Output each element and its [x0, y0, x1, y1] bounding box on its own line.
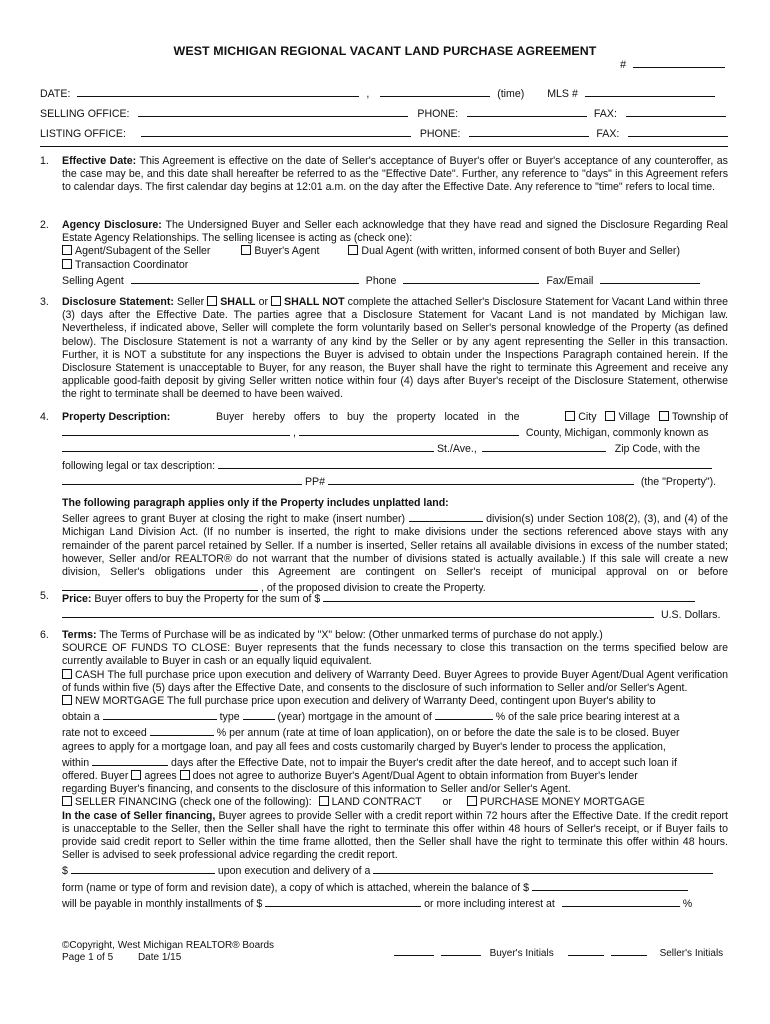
section-heading: Terms:	[62, 629, 97, 641]
mls-field[interactable]	[585, 85, 715, 97]
shall-not-checkbox[interactable]	[271, 296, 281, 306]
township-label: Township of	[672, 411, 728, 423]
section-heading: Property Description:	[62, 411, 171, 423]
section-effective-date	[40, 155, 728, 195]
interest-field[interactable]	[562, 895, 680, 907]
seller-initials	[568, 944, 723, 960]
selling-office-label: SELLING OFFICE:	[40, 108, 130, 120]
section-number: 3.	[40, 296, 49, 308]
section-disclosure-statement	[40, 296, 728, 402]
section-heading: Agency Disclosure:	[62, 219, 162, 231]
seller-initials-field-2[interactable]	[611, 944, 647, 956]
pp-field[interactable]	[328, 473, 634, 485]
section-text-continued: within three (3) days after the Effective Date. The parties agree that a Disclosure Statement for Vacant Land is not mandated by Michigan law. Nevertheless, if indicated above, Seller will complete the form voluntarily based on Seller's personal knowledge of the Property (as defined below). The Disclosure Statement is not a warranty of any kind by the Seller or by any agent representing the Seller in this transaction. Further, it is NOT a substitute for any inspections the Buyer is advised to obtain under the Inspections Paragraph contained herein. If the Disclosure Statement is unacceptable to Buyer, for any reason, the Buyer shall have the right to terminate this Agreement and receive any applicable good-faith deposit by giving Seller written notice within four (4) days after Buyer's receipt of the Disclosure Statement, otherwise the right to terminate shall be deemed to have been waived.	[62, 296, 728, 401]
new-mortgage-checkbox[interactable]	[62, 695, 72, 705]
price-text: Buyer offers to buy the Property for the sum of $	[94, 593, 321, 605]
down-payment-row: $ upon execution and delivery of a	[62, 862, 728, 878]
price-words-field[interactable]	[62, 606, 654, 618]
mortgage-percent-field[interactable]	[435, 708, 493, 720]
form-date: Date 1/15	[137, 952, 182, 963]
listing-office-field[interactable]	[141, 125, 411, 137]
shall-not-label: SHALL NOT	[284, 296, 345, 308]
interest-rate-field[interactable]	[150, 724, 214, 736]
price-field[interactable]	[323, 590, 695, 602]
page-number: Page 1 of 5	[62, 952, 114, 963]
legal-description-field-2[interactable]	[62, 473, 302, 485]
shall-checkbox[interactable]	[207, 296, 217, 306]
section-number: 4.	[40, 411, 49, 423]
dual-agent-label: Dual Agent (with written, informed consent of both Buyer and Seller)	[361, 245, 680, 258]
agreement-number-label: #	[620, 59, 627, 71]
seller-financing-text: In the case of Seller financing, Buyer agrees to provide Seller with a credit report within 72 hours after the Effective Date. If the credit report is unacceptable to the Seller, then the Seller shall have the right to terminate this offer within 48 hours of Seller's receipt, or if Buyer fails to provide said credit report to Seller within the time frame allotted, then the Seller shall have the right to terminate this offer within 48 hours. Seller is advised to seek professional advice regarding the credit report.	[62, 809, 728, 862]
form-type-field[interactable]	[373, 862, 713, 874]
footer-copyright	[62, 940, 274, 964]
selling-agent-row	[62, 272, 728, 288]
section-heading: Effective Date:	[62, 155, 137, 167]
listing-office-row	[40, 125, 728, 140]
installments-row: will be payable in monthly installments of $ or more including interest at %	[62, 895, 728, 911]
agent-phone-label: Phone	[365, 274, 397, 287]
selling-fax-label: FAX:	[593, 108, 617, 120]
unplatted-text: Seller agrees to grant Buyer at closing the right to make (insert number) division(s) under Section 108(2), (3), and (4) of the Michigan Land Division Act. (If no number is inserted, the right to make divisions under the sections referenced above stays with any remainder of the parent parcel retained by Seller. If a number is inserted, Seller retains all available divisions in excess of the number stated; however, Seller and/or REALTOR® do not warrant that the number of divisions stated is actually available.) If this sale will create a new division, Seller's obligations under this Agreement are contingent on Seller's receipt of municipal approval on or before , of the proposed division to create the Property.	[62, 510, 728, 595]
selling-fax-field[interactable]	[626, 105, 726, 117]
selling-agent-label: Selling Agent	[62, 274, 124, 287]
selling-phone-field[interactable]	[467, 105, 587, 117]
selling-agent-field[interactable]	[131, 272, 359, 284]
balance-row: form (name or type of form and revision date), a copy of which is attached, wherein the balance of $	[62, 879, 728, 895]
buyer-initials-field-1[interactable]	[394, 944, 434, 956]
transaction-coordinator-checkbox[interactable]	[62, 259, 72, 269]
township-checkbox[interactable]	[659, 411, 669, 421]
agent-phone-field[interactable]	[403, 272, 539, 284]
seller-financing-option: SELLER FINANCING (check one of the following): LAND CONTRACT or PURCHASE MONEY MORTGAGE	[62, 796, 728, 809]
header-divider	[40, 146, 728, 147]
section-number: 5.	[40, 590, 49, 602]
section-number: 6.	[40, 629, 49, 641]
zip-field[interactable]	[482, 440, 606, 452]
county-field[interactable]	[299, 424, 519, 436]
date-label: DATE:	[40, 88, 71, 100]
comma: ,	[292, 427, 296, 440]
property-label: (the "Property").	[640, 475, 717, 488]
mortgage-days-field[interactable]	[92, 754, 168, 766]
section-price	[40, 590, 728, 622]
street-field[interactable]	[62, 440, 434, 452]
agent-fax-email-label: Fax/Email	[546, 274, 594, 287]
cash-option: CASH The full purchase price upon execution and delivery of Warranty Deed. Buyer Agrees to provide Buyer Agent/Dual Agent verification of funds within five (5) days after the Effective Date, and consents to the disclosure of such information to Seller and/or Seller's Agent.	[62, 668, 728, 694]
source-of-funds: SOURCE OF FUNDS TO CLOSE: Buyer represents that the funds necessary to close this transaction on the terms specified below are currently available to Buyer in cash or an equally liquid equivalent.	[62, 642, 728, 668]
transaction-coordinator-row	[62, 259, 728, 272]
section-number: 2.	[40, 219, 49, 231]
pp-label: PP#	[304, 475, 325, 488]
section-text: complete the attached Seller's Disclosure Statement for Vacant Land	[347, 296, 671, 308]
document-title: WEST MICHIGAN REGIONAL VACANT LAND PURCHASE AGREEMENT	[173, 44, 597, 58]
purchase-money-mortgage-checkbox[interactable]	[467, 796, 477, 806]
transaction-coordinator-label: Transaction Coordinator	[75, 258, 189, 271]
installment-field[interactable]	[265, 895, 421, 907]
property-intro-text: Buyer hereby offers to buy the property located in the	[216, 411, 520, 423]
buyers-agent-checkbox[interactable]	[241, 245, 251, 255]
agent-subagent-label: Agent/Subagent of the Seller	[75, 245, 211, 258]
time-field[interactable]	[380, 85, 490, 97]
shall-label: SHALL	[220, 296, 256, 308]
selling-phone-label: PHONE:	[417, 108, 459, 120]
st-ave-label: St./Ave.,	[436, 443, 477, 456]
section-number: 1.	[40, 155, 49, 167]
buyer-initials-field-2[interactable]	[441, 944, 481, 956]
seller-initials-label: Seller's Initials	[659, 948, 724, 959]
terms-intro: Terms: The Terms of Purchase will be as indicated by "X" below: (Other unmarked terms of purchase do not apply.)	[62, 629, 603, 641]
selling-office-row	[40, 105, 726, 120]
dual-agent-checkbox[interactable]	[348, 245, 358, 255]
unplatted-heading: The following paragraph applies only if the Property includes unplatted land:	[62, 497, 449, 510]
new-mortgage-option: NEW MORTGAGE The full purchase price upon execution and delivery of Warranty Deed, contingent upon Buyer's ability to obtain a type (year) mortgage in the amount of % of the sale price bearing interest at a rate not to exceed % per annum (rate at time of loan application), on or before the date the sale is to be closed. Buyer agrees to apply for a mortgage loan, and pay all fees and costs customarily charged by Buyer's lender to process the application, within days after the Effective Date, not to impair the Buyer's credit after the date hereof, and to accept such loan if offered. Buyer agrees does not agree to authorize Buyer's Agent/Dual Agent to obtain information from Buyer's lender regarding Buyer's financing, and consents to the disclosure of this information to Seller and/or Seller's Agent.	[62, 695, 680, 796]
legal-description-label: following legal or tax description:	[62, 459, 216, 472]
seller-financing-checkbox[interactable]	[62, 796, 72, 806]
listing-phone-field[interactable]	[469, 125, 589, 137]
date-row: DATE: , (time) MLS #	[40, 85, 715, 100]
mortgage-years-field[interactable]	[243, 708, 275, 720]
section-property-description	[40, 411, 728, 595]
pp-row	[62, 473, 728, 489]
municipality-field[interactable]	[62, 424, 290, 436]
buyers-agent-label: Buyer's Agent	[254, 245, 320, 258]
section-text: The Undersigned Buyer and Seller each acknowledge that they have read and signed the Disclosure Regarding Real Estate Agency Relationships. The selling licensee is acting as (check one):	[62, 219, 728, 245]
legal-description-field[interactable]	[218, 457, 712, 469]
selling-office-field[interactable]	[138, 105, 408, 117]
agreement-number-line[interactable]	[633, 56, 725, 68]
cash-checkbox[interactable]	[62, 669, 72, 679]
city-checkbox[interactable]	[565, 411, 575, 421]
listing-office-label: LISTING OFFICE:	[40, 128, 126, 140]
seller-word: Seller	[177, 296, 205, 308]
agent-fax-email-field[interactable]	[600, 272, 700, 284]
zip-label: Zip Code, with the	[614, 443, 701, 456]
buyer-initials	[394, 944, 554, 960]
or-word: or	[258, 296, 268, 308]
listing-phone-label: PHONE:	[419, 128, 461, 140]
copyright-text: ©Copyright, West Michigan REALTOR® Boards	[62, 940, 275, 951]
price-words-row	[62, 606, 728, 622]
section-agency-disclosure	[40, 219, 728, 288]
city-label: City	[578, 411, 597, 423]
county-row	[62, 424, 728, 440]
divisions-number-field[interactable]	[409, 510, 483, 522]
down-payment-field[interactable]	[71, 862, 215, 874]
agrees-checkbox[interactable]	[131, 770, 141, 780]
price-row	[62, 590, 728, 606]
section-terms	[40, 629, 728, 911]
listing-fax-label: FAX:	[596, 128, 620, 140]
date-field[interactable]	[77, 85, 359, 97]
buyer-initials-label: Buyer's Initials	[489, 948, 554, 959]
agreement-number-field[interactable]	[620, 56, 725, 71]
agency-options-row	[62, 245, 728, 258]
does-not-agree-checkbox[interactable]	[180, 770, 190, 780]
legal-description-row	[62, 457, 728, 473]
village-checkbox[interactable]	[605, 411, 615, 421]
village-label: Village	[618, 411, 651, 423]
mortgage-type-field[interactable]	[103, 708, 217, 720]
seller-initials-field-1[interactable]	[568, 944, 604, 956]
section-heading: Disclosure Statement:	[62, 296, 174, 308]
balance-field[interactable]	[532, 879, 688, 891]
street-row	[62, 440, 728, 456]
time-label: (time)	[497, 88, 525, 100]
section-heading: Price:	[62, 593, 92, 605]
mls-label: MLS #	[547, 88, 578, 100]
agent-subagent-checkbox[interactable]	[62, 245, 72, 255]
section-text: This Agreement is effective on the date of Seller's acceptance of Buyer's offer or Buyer's acceptance of any counteroffer, as the case may be, and this date shall hereafter be referred to as the "Effective Date". Further, any reference to "days" in this Agreement refers to calendar days. The first calendar day begins at 12:01 a.m. on the day after the Effective Date. Any reference to "time" refers to local time.	[62, 155, 728, 194]
us-dollars-label: U.S. Dollars.	[660, 609, 721, 622]
land-contract-checkbox[interactable]	[319, 796, 329, 806]
county-label: County, Michigan, commonly known as	[525, 427, 709, 440]
property-location-row	[62, 411, 728, 424]
listing-fax-field[interactable]	[628, 125, 728, 137]
